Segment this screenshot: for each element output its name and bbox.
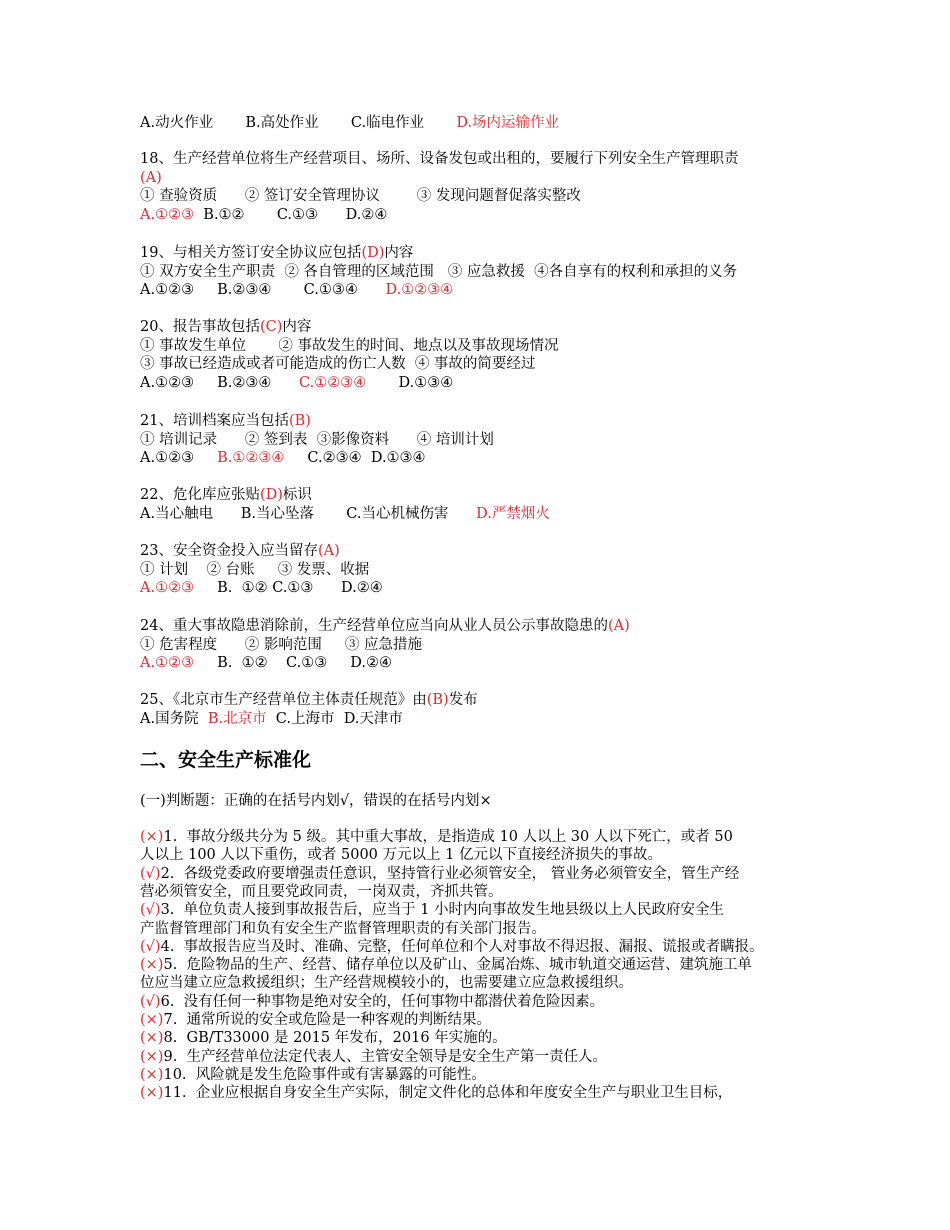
text-segment: B.①②③④ — [217, 450, 285, 466]
text-segment: D.①②③④ — [385, 282, 454, 298]
question-20-line — [140, 337, 558, 355]
judgment-text: 8. GB/T33000 是 2015 年发布，2016 年实施的。 — [163, 1030, 507, 1047]
judgment-text: 1. 事故分级共分为 5 级。其中重大事故，是指造成 10 人以上 30 人以下死亡，或者 50 — [163, 829, 733, 845]
text-segment: A.①②③ — [140, 206, 195, 223]
question-20-line — [140, 374, 453, 392]
judgment-item-line — [140, 846, 662, 864]
question-25-line — [140, 710, 403, 728]
judgment-item-line — [140, 1084, 732, 1102]
text-segment: 18、生产经营单位将生产经营项目、场所、设备发包或出租的，要履行下列安全生产管理职责 — [140, 151, 739, 167]
text-segment: 内容 — [282, 319, 312, 335]
judgment-text: 5. 危险物品的生产、经营、储存单位以及矿山、金属冶炼、城市轨道交通运营、建筑施工单 — [163, 957, 753, 974]
judgment-mark: (√) — [140, 938, 161, 955]
judgment-mark: (×) — [140, 1048, 164, 1065]
judgment-item-line — [140, 883, 503, 901]
question-24-line — [140, 654, 392, 672]
question-25-line — [140, 691, 478, 709]
text-segment: (D) — [259, 487, 283, 503]
text-segment: C.②③④ D.①③④ — [284, 450, 426, 466]
text-segment: 20、报告事故包括 — [140, 319, 260, 335]
question-17-options — [140, 114, 559, 132]
question-23-line — [140, 561, 369, 579]
text-segment: A.①②③ B.②③④ C.①③④ — [140, 282, 386, 298]
text-segment: 19、与相关方签订安全协议应包括 — [140, 245, 362, 261]
judgment-text: 营必须管安全，而且要党政同责，一岗双责，齐抓共管。 — [140, 883, 503, 900]
text-segment: ① 计划 ② 台账 ③ 发票、收据 — [140, 561, 370, 578]
judgment-text: 9. 生产经营单位法定代表人、主管安全领导是安全生产第一责任人。 — [163, 1048, 608, 1065]
text-segment: A.动火作业 — [140, 115, 246, 131]
judgment-intro: (一)判断题：正确的在括号内划√，错误的在括号内划× — [140, 793, 492, 809]
text-segment: A.国务院 — [140, 710, 208, 727]
text-segment: 22、危化库应张贴 — [140, 487, 260, 503]
question-19-line — [140, 263, 737, 281]
question-24-line — [140, 617, 630, 635]
judgment-text: 人以上 100 人以下重伤，或者 5000 万元以上 1 亿元以下直接经济损失的事故。 — [140, 847, 662, 864]
text-segment: A.①②③ — [140, 655, 195, 671]
text-segment: 25、《北京市生产经营单位主体责任规范》由 — [140, 692, 427, 708]
judgment-item-line — [140, 920, 546, 938]
question-24-line — [140, 636, 422, 654]
text-segment: (A) — [607, 618, 630, 634]
judgment-item-line — [140, 828, 733, 846]
question-20-line — [140, 355, 535, 373]
text-segment: B.北京市 — [207, 710, 267, 727]
judgment-item-line — [140, 901, 724, 919]
judgment-text: 位应当建立应急救援组织；生产经营规模较小的，也需要建立应急救援组织。 — [140, 975, 633, 992]
question-19-line — [140, 244, 413, 262]
judgment-mark: (√) — [140, 902, 161, 919]
text-segment: B.高处作业 — [245, 115, 351, 131]
question-18-line — [140, 169, 162, 187]
question-18-line — [140, 206, 387, 224]
text-segment: 发布 — [448, 692, 478, 708]
text-segment: ① 危害程度 ② 影响范围 ③ 应急措施 — [140, 636, 423, 653]
judgment-text: 11. 企业应根据自身安全生产实际，制定文件化的总体和年度安全生产与职业卫生目标， — [163, 1085, 733, 1102]
text-segment: (B) — [426, 692, 449, 708]
judgment-mark: (√) — [140, 993, 161, 1010]
judgment-item-line — [140, 865, 739, 883]
text-segment: C.①②③④ — [299, 374, 367, 391]
text-segment: 23、安全资金投入应当留存 — [140, 543, 318, 559]
judgment-mark: (×) — [140, 1066, 164, 1083]
question-21-line — [140, 449, 426, 467]
judgment-mark: (×) — [140, 1030, 164, 1047]
question-18-line — [140, 150, 738, 168]
question-20-line — [140, 318, 311, 336]
text-segment: ① 培训记录 ② 签到表 ③影像资料 ④ 培训计划 — [140, 431, 494, 448]
question-18-line — [140, 187, 581, 205]
text-segment: D.严禁烟火 — [476, 505, 550, 522]
text-segment: ① 双方安全生产职责 ② 各自管理的区域范围 ③ 应急救援 ④各自享有的权利和承担的义务 — [140, 263, 738, 280]
judgment-text: 2. 各级党委政府要增强责任意识，坚持管行业必须管安全， 管业务必须管安全，管生产经 — [160, 865, 740, 882]
judgment-item-line — [140, 1048, 607, 1066]
judgment-item-line — [140, 974, 633, 992]
judgment-mark: (×) — [140, 829, 164, 845]
judgment-text: 6. 没有任何一种事物是绝对安全的，任何事物中都潜伏着危险因素。 — [160, 993, 605, 1010]
judgment-item-line — [140, 993, 604, 1011]
text-segment: A.①②③ — [140, 580, 195, 596]
text-segment: ① 事故发生单位 ② 事故发生的时间、地点以及事故现场情况 — [140, 337, 559, 354]
judgment-mark: (×) — [140, 957, 164, 974]
text-segment: B.①② C.①③ D.②④ — [194, 206, 388, 223]
judgment-item-line — [140, 1029, 507, 1047]
text-segment: A.①②③ — [140, 450, 218, 466]
judgment-item-line — [140, 1011, 491, 1029]
text-segment: ③ 事故已经造成或者可能造成的伤亡人数 ④ 事故的简要经过 — [140, 356, 536, 372]
judgment-text: 3. 单位负责人接到事故报告后，应当于 1 小时内向事故发生地县级以上人民政府安全生 — [160, 902, 725, 919]
judgment-text: 产监督管理部门和负有安全生产监督管理职责的有关部门报告。 — [140, 920, 546, 937]
text-segment: (D) — [361, 245, 385, 261]
text-segment: D.①③④ — [366, 374, 454, 391]
judgment-mark: (√) — [140, 865, 161, 882]
text-segment: A.①②③ B.②③④ — [140, 374, 300, 391]
text-segment: 24、重大事故隐患消除前，生产经营单位应当向从业人员公示事故隐患的 — [140, 618, 608, 634]
question-22-line — [140, 505, 550, 523]
judgment-item-line — [140, 938, 764, 956]
text-segment: B. ①② C.①③ D.②④ — [194, 580, 383, 596]
text-segment: B. ①② C.①③ D.②④ — [194, 655, 392, 671]
text-segment: (B) — [288, 413, 311, 429]
judgment-text: 10. 风险就是发生危险事件或有害暴露的可能性。 — [163, 1066, 486, 1083]
question-21-line — [140, 431, 494, 449]
text-segment: C.上海市 D.天津市 — [266, 710, 403, 727]
judgment-mark: (×) — [140, 1085, 164, 1102]
section-title: 二、安全生产标准化 — [140, 749, 312, 771]
question-23-line — [140, 542, 340, 560]
text-segment: (A) — [317, 543, 340, 559]
text-segment: (A) — [140, 169, 162, 186]
text-segment: ① 查验资质 ② 签订安全管理协议 ③ 发现问题督促落实整改 — [140, 188, 581, 204]
text-segment: A.当心触电 B.当心坠落 C.当心机械伤害 — [140, 505, 477, 522]
question-19-line — [140, 281, 453, 299]
judgment-text: 4. 事故报告应当及时、准确、完整，任何单位和个人对事故不得迟报、漏报、谎报或者瞒报。 — [160, 938, 764, 955]
text-segment: (C) — [259, 319, 283, 335]
question-22-line — [140, 486, 312, 504]
text-segment: C.临电作业 — [350, 115, 457, 131]
question-21-line — [140, 412, 311, 430]
judgment-text: 7. 通常所说的安全或危险是一种客观的判断结果。 — [163, 1012, 492, 1028]
judgment-mark: (×) — [140, 1012, 164, 1028]
judgment-item-line — [140, 1066, 486, 1084]
text-segment: 标识 — [282, 487, 312, 503]
text-segment: D.场内运输作业 — [456, 115, 560, 131]
question-23-line — [140, 579, 383, 597]
text-segment: 21、培训档案应当包括 — [140, 413, 289, 429]
judgment-item-line — [140, 956, 752, 974]
text-segment: 内容 — [384, 245, 414, 261]
